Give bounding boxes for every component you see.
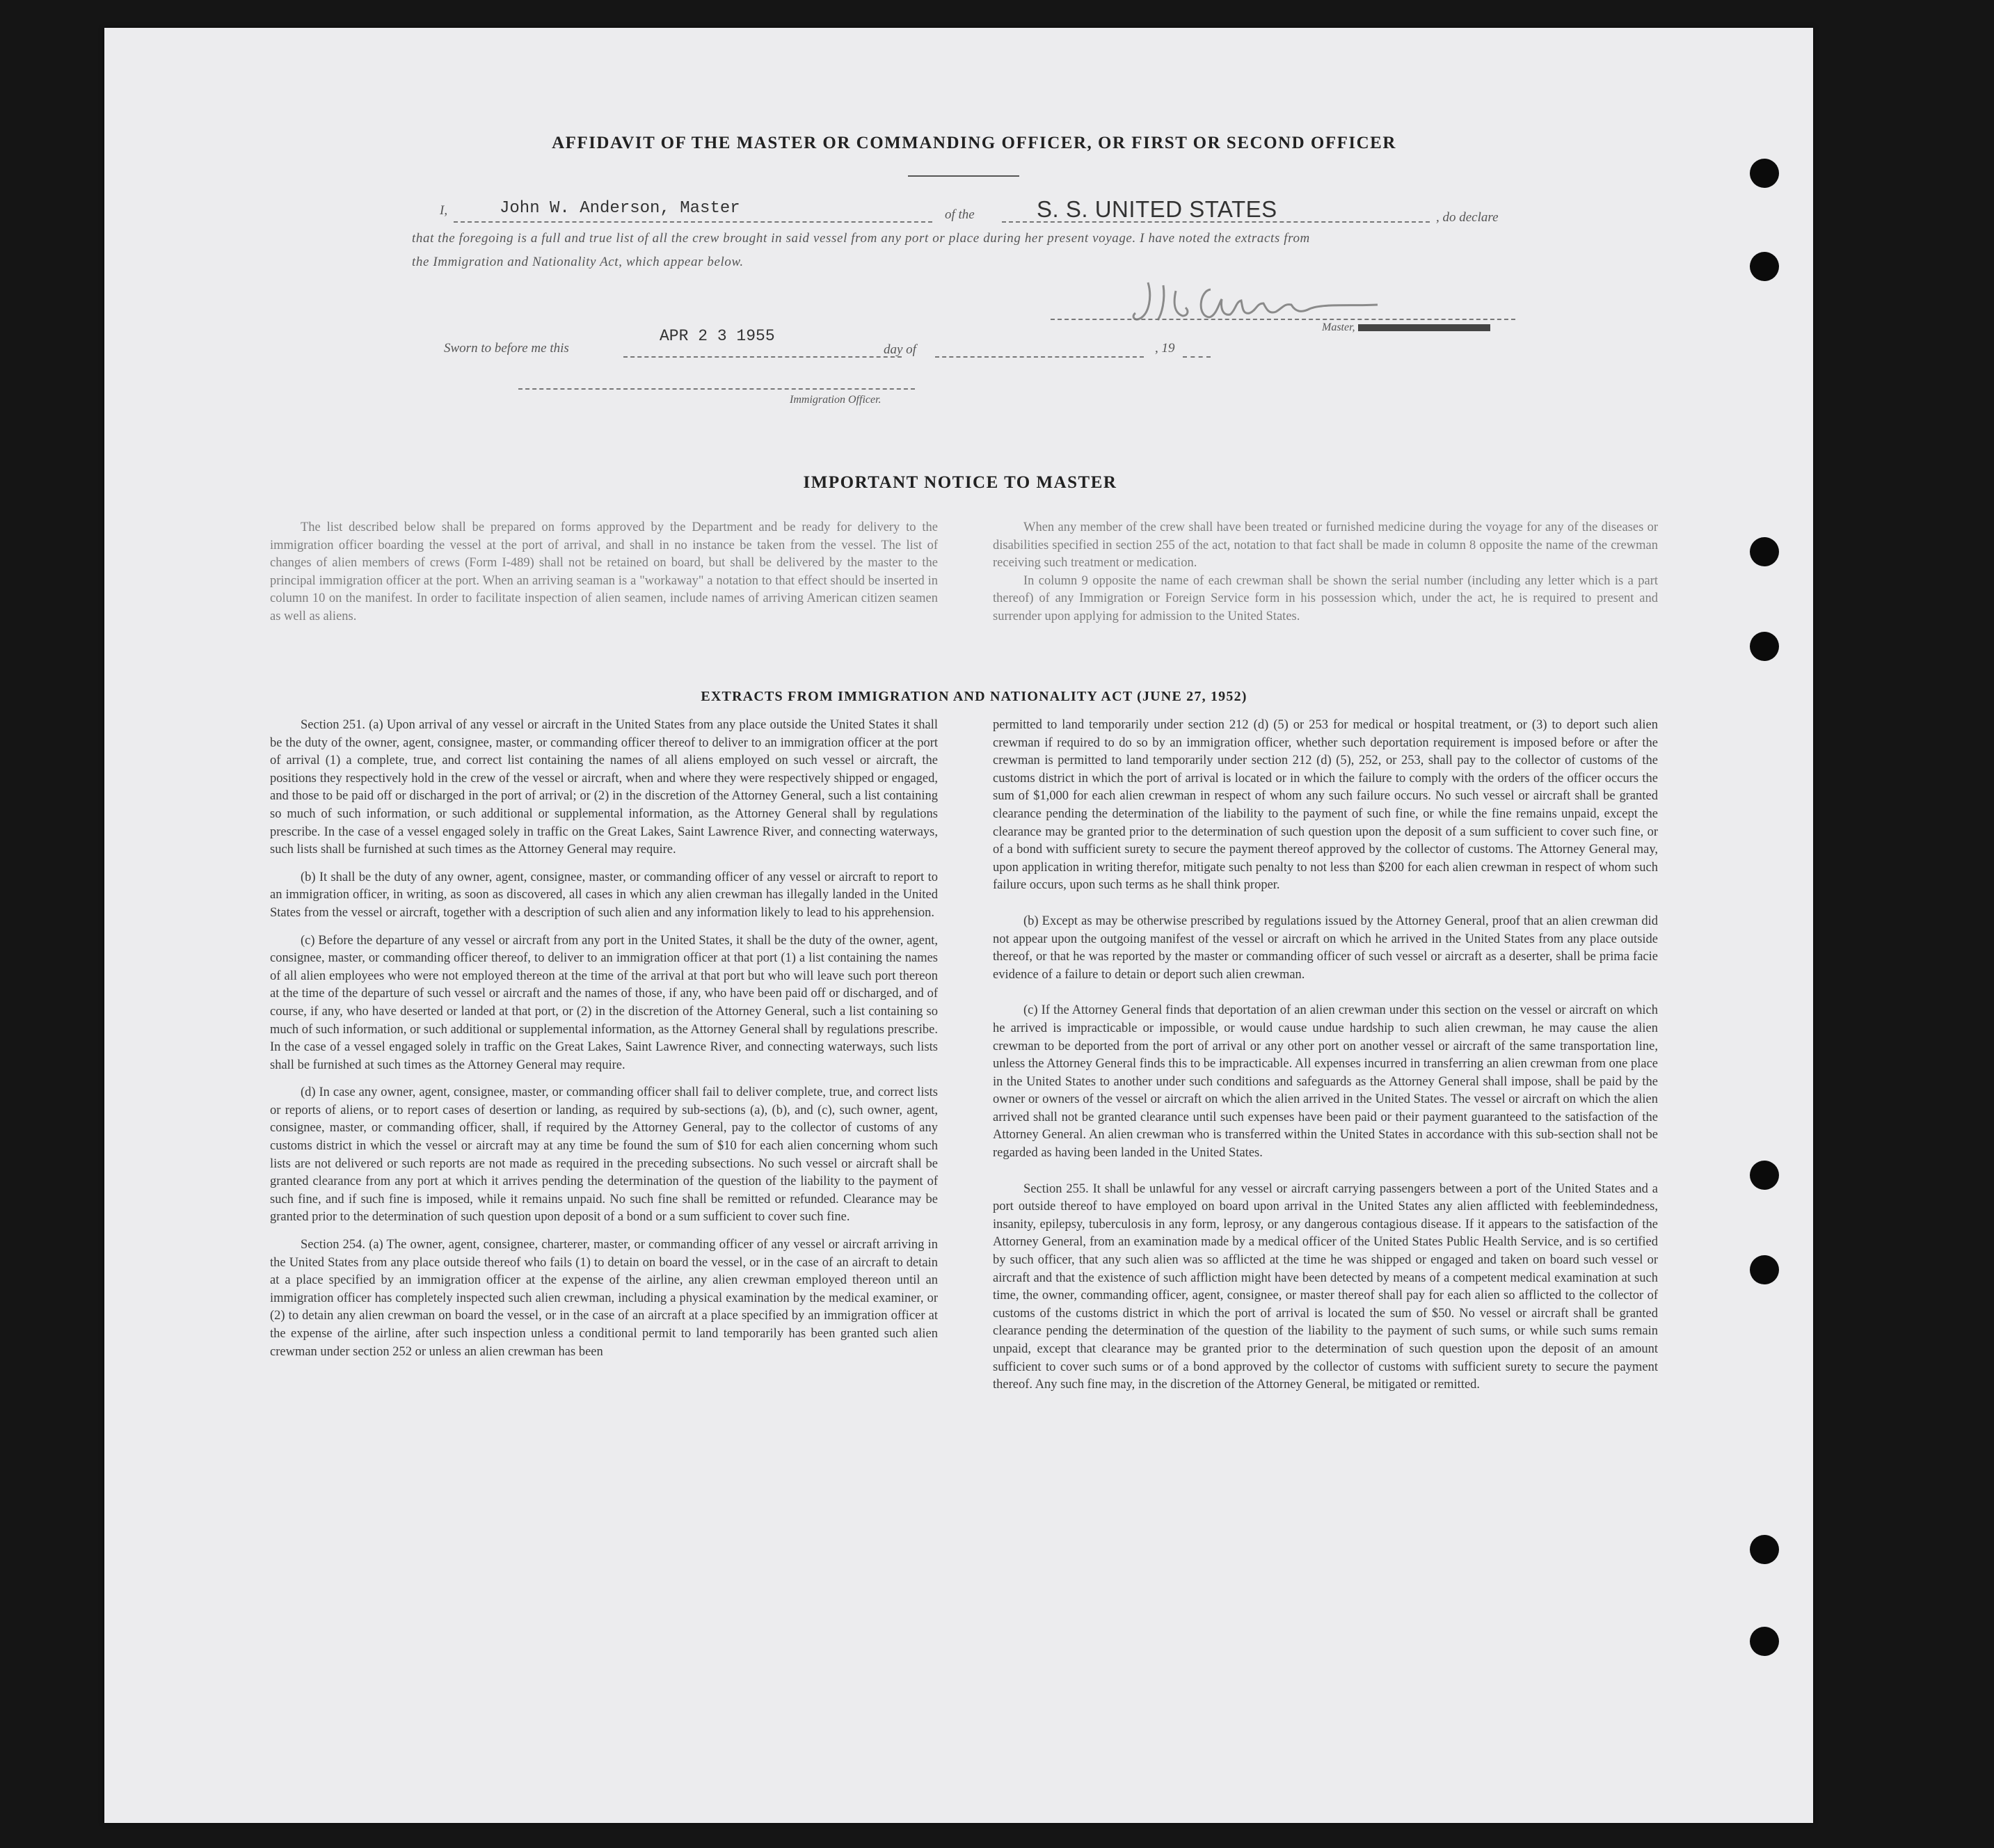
declaration-line: the Immigration and Nationality Act, which appear below.	[412, 255, 744, 269]
year-fill-line	[1183, 356, 1211, 358]
binder-hole	[1750, 1535, 1779, 1564]
sworn-label: Sworn to before me this	[444, 341, 569, 356]
act-section-paragraph: (b) Except as may be otherwise prescribed by regulations issued by the Attorney General, proof that an alien crewman did not appear upon the outgoing manifest of the vessel or aircraft on which he arrived in the United States from any place outside thereof, or that he was reported by the master or commanding officer of such vessel or aircraft as a deserter, shall be prima facie evidence of a failure to detain or deport such alien crewman.	[993, 914, 1658, 982]
affidavit-title: AFFIDAVIT OF THE MASTER OR COMMANDING OFFICER, OR FIRST OR SECOND OFFICER	[552, 134, 1396, 152]
struck-out-text	[1358, 324, 1490, 331]
extracts-left-column	[270, 717, 938, 1361]
act-section-paragraph: Section 254. (a) The owner, agent, consignee, charterer, master, or commanding officer of any vessel or aircraft arriving in the United States from any place outside thereof who fails (1) to detain on board the vessel, or in the case of an aircraft to detain at a place specified by an immigration officer at the expense of the airline, any alien crewman employed thereon until an immigration officer has completely inspected such alien crewman, including a physical examination by the medical examiner, or (2) to detain any alien crewman on board the vessel, or in the case of an aircraft at a place specified by an immigration officer at the expense of the airline, after such inspection unless a conditional permit to land temporarily has been granted such alien crewman under section 252 or unless an alien crewman has been	[270, 1238, 938, 1359]
title-divider	[908, 175, 1019, 177]
notice-right-column	[993, 519, 1658, 626]
binder-hole	[1750, 1627, 1779, 1656]
master-caption: Master,	[1322, 321, 1490, 334]
notice-paragraph: When any member of the crew shall have been treated or furnished medicine during the voyage for any of the diseases or disabilities specified in section 255 of the act, notation to that fact shall be made in column 8 opposite the name of the crewman receiving such treatment or medication.	[993, 520, 1658, 571]
month-fill-line	[935, 356, 1144, 358]
name-fill-line	[454, 221, 932, 223]
immigration-officer-caption: Immigration Officer.	[790, 394, 882, 406]
binder-hole	[1750, 537, 1779, 566]
signature-line	[1051, 319, 1515, 320]
day-of-label: day of	[884, 342, 916, 357]
extracts-right-column	[993, 717, 1658, 1394]
act-section-paragraph: (d) In case any owner, agent, consignee, master, or commanding officer shall fail to deliver complete, true, and correct lists or reports of aliens, or to report cases of desertion or landing, as required by sub-sections (a), (b), and (c), such owner, agent, consignee, master, or commanding officer, shall, if required by the Attorney General, pay to the collector of customs of any customs district in which the vessel or aircraft may at any time be found the sum of $10 for each alien concerning whom such lists are not delivered or such reports are not made as required in the preceding subsections. No such vessel or aircraft shall be granted clearance from any port at which it arrives pending the determination of the question of the liability to the payment of such fine, and if such fine is imposed, while it remains unpaid. No such fine shall be remitted or refunded. Clearance may be granted prior to the determination of such question upon deposit of a bond or a sum sufficient to cover such fine.	[270, 1085, 938, 1225]
notice-title: IMPORTANT NOTICE TO MASTER	[803, 473, 1117, 492]
notice-left-column	[270, 519, 938, 626]
extracts-title: EXTRACTS FROM IMMIGRATION AND NATIONALITY ACT (JUNE 27, 1952)	[701, 689, 1247, 704]
master-name: John W. Anderson, Master	[500, 199, 740, 218]
sworn-fill-line	[623, 356, 902, 358]
binder-hole	[1750, 1161, 1779, 1190]
act-section-paragraph: (c) If the Attorney General finds that deportation of an alien crewman under this section on the vessel or aircraft on which he arrived is impracticable or impossible, or would cause undue hardship to such alien crewman, he may cause the alien crewman to be deported from the port of arrival or any other port on another vessel or aircraft of the same transportation line, unless the Attorney General finds this to be impracticable. All expenses incurred in transferring an alien crewman from one place in the United States to another under such conditions and safeguards as the Attorney General shall impose, shall be paid by the owner or owners of the vessel or aircraft on which the alien arrived in the United States. The vessel or aircraft on which the alien arrived shall not be granted clearance until such expenses have been paid or their payment guaranteed to the satisfaction of the Attorney General. An alien crewman who is transferred within the United States in accordance with this sub-section shall not be regarded as having been landed in the United States.	[993, 1003, 1658, 1161]
of-the-label: of the	[945, 207, 975, 222]
binder-hole	[1750, 252, 1779, 281]
act-section-paragraph: (b) It shall be the duty of any owner, agent, consignee, master, or commanding officer of any vessel or aircraft to report to an immigration officer, in writing, as soon as discovered, all cases in which any alien crewman has illegally landed in the United States from the vessel or aircraft, together with a description of such alien and any information likely to lead to his apprehension.	[270, 870, 938, 920]
binder-hole	[1750, 1255, 1779, 1284]
binder-hole	[1750, 159, 1779, 188]
binder-hole	[1750, 632, 1779, 661]
notice-paragraph: In column 9 opposite the name of each crewman shall be shown the serial number (including any letter which is a part thereof) of any Immigration or Foreign Service form in his possession which, under the act, he is required to present and surrender upon applying for admission to the United States.	[993, 573, 1658, 623]
act-section-paragraph: permitted to land temporarily under section 212 (d) (5) or 253 for medical or hospital treatment, or (3) to deport such alien crewman if required to do so by an immigration officer, whether such deportation requirement is imposed before or after the crewman is permitted to land temporarily under section 212 (d) (5), 252, or 253, shall pay to the collector of customs of the customs district in which the port of arrival is located or in which the failure to comply with the orders of the officer occurs the sum of $1,000 for each alien crewman in respect of whom any such failure occurs. No such vessel or aircraft shall be granted clearance pending the determination of the liability to the payment of such fine, or while the fine remains unpaid, except the clearance may be granted prior to the determination of such question upon the deposit of a sum sufficient to cover such fine, or of a bond with sufficient surety to secure the payment thereof approved by the collector of customs. The Attorney General may, upon application in writing therefor, mitigate such penalty to not less than $200 for each alien crewman in respect of whom such failure occurs, upon such terms as he shall think proper.	[993, 718, 1658, 893]
officer-signature-line	[518, 388, 915, 390]
vessel-name: S. S. UNITED STATES	[1037, 196, 1277, 222]
declaration-line: that the foregoing is a full and true list of all the crew brought in said vessel from any port or place during her present voyage. I have noted the extracts from	[412, 231, 1310, 246]
declarant-label: I,	[440, 203, 448, 218]
year-label: , 19	[1155, 341, 1175, 356]
do-declare-label: , do declare	[1436, 210, 1499, 225]
notice-paragraph: The list described below shall be prepared on forms approved by the Department and be ready for delivery to the immigration officer boarding the vessel at the port of arrival, and shall in no instance be taken from the vessel. The list of changes of alien members of crews (Form I-489) shall not be retained on board, but shall be delivered by the master to the principal immigration officer at the port. When an arriving seaman is a "workaway" a notation to that effect should be inserted in column 10 on the manifest. In order to facilitate inspection of alien seamen, include names of arriving American citizen seamen as well as aliens.	[270, 520, 938, 623]
act-section-paragraph: Section 255. It shall be unlawful for any vessel or aircraft carrying passengers between a port of the United States and a port outside thereof to have employed on board upon arrival in the United States any alien afflicted with feeblemindedness, insanity, epilepsy, tuberculosis in any form, leprosy, or any dangerous contagious disease. If it appears to the satisfaction of the Attorney General, from an examination made by a medical officer of the United States Public Health Service, and is so certified by such officer, that any such alien was so afflicted at the time he was shipped or engaged and taken on board such vessel or aircraft and that the existence of such affliction might have been detected by means of a competent medical examination at such time, the owner, commanding officer, agent, consignee, or master thereof shall pay for each alien so afflicted to the collector of customs of the customs district in which the port of arrival is located the sum of $50. No vessel or aircraft shall be granted clearance pending the determination of the question of the liability to the payment of such sums, or while such sums remain unpaid, except that clearance may be granted prior to the determination of such question upon the deposit of an amount sufficient to cover such sums or of a bond approved by the collector of customs with sufficient surety to secure the payment thereof. Any such fine may, in the discretion of the Attorney General, be mitigated or remitted.	[993, 1181, 1658, 1392]
sworn-date-stamp: APR 2 3 1955	[660, 327, 775, 345]
act-section-paragraph: Section 251. (a) Upon arrival of any vessel or aircraft in the United States from any place outside the United States it shall be the duty of the owner, agent, consignee, master, or commanding officer thereof to deliver to an immigration officer at the port of arrival (1) a complete, true, and correct list containing the names of all aliens employed on such vessel or aircraft, the positions they respectively hold in the crew of the vessel or aircraft, when and where they were respectively shipped or engaged, and those to be paid off or discharged in the port of arrival; or (2) in the discretion of the Attorney General, such a list containing so much of such information, or such additional or supplemental information, as the Attorney General shall by regulations prescribe. In the case of a vessel engaged solely in traffic on the Great Lakes, Saint Lawrence River, and connecting waterways, such lists shall be furnished at such times as the Attorney General may require.	[270, 718, 938, 857]
act-section-paragraph: (c) Before the departure of any vessel or aircraft from any port in the United States, it shall be the duty of the owner, agent, consignee, master, or commanding officer thereof, to deliver to an immigration officer at that port (1) a list containing the names of all alien employees who were not employed thereon at the time of the arrival at that port but who will leave such port thereon at the time of the departure of such vessel or aircraft and the names of those, if any, who have been paid off or discharged, and of course, if any, who have deserted or landed at that port, or (2) in the discretion of the Attorney General, such a list containing so much of such information, or such additional or supplemental information, as the Attorney General shall by regulations prescribe. In the case of a vessel engaged solely in traffic on the Great Lakes, Saint Lawrence River, and connecting waterways, such lists shall be furnished at such times as the Attorney General may require.	[270, 933, 938, 1072]
